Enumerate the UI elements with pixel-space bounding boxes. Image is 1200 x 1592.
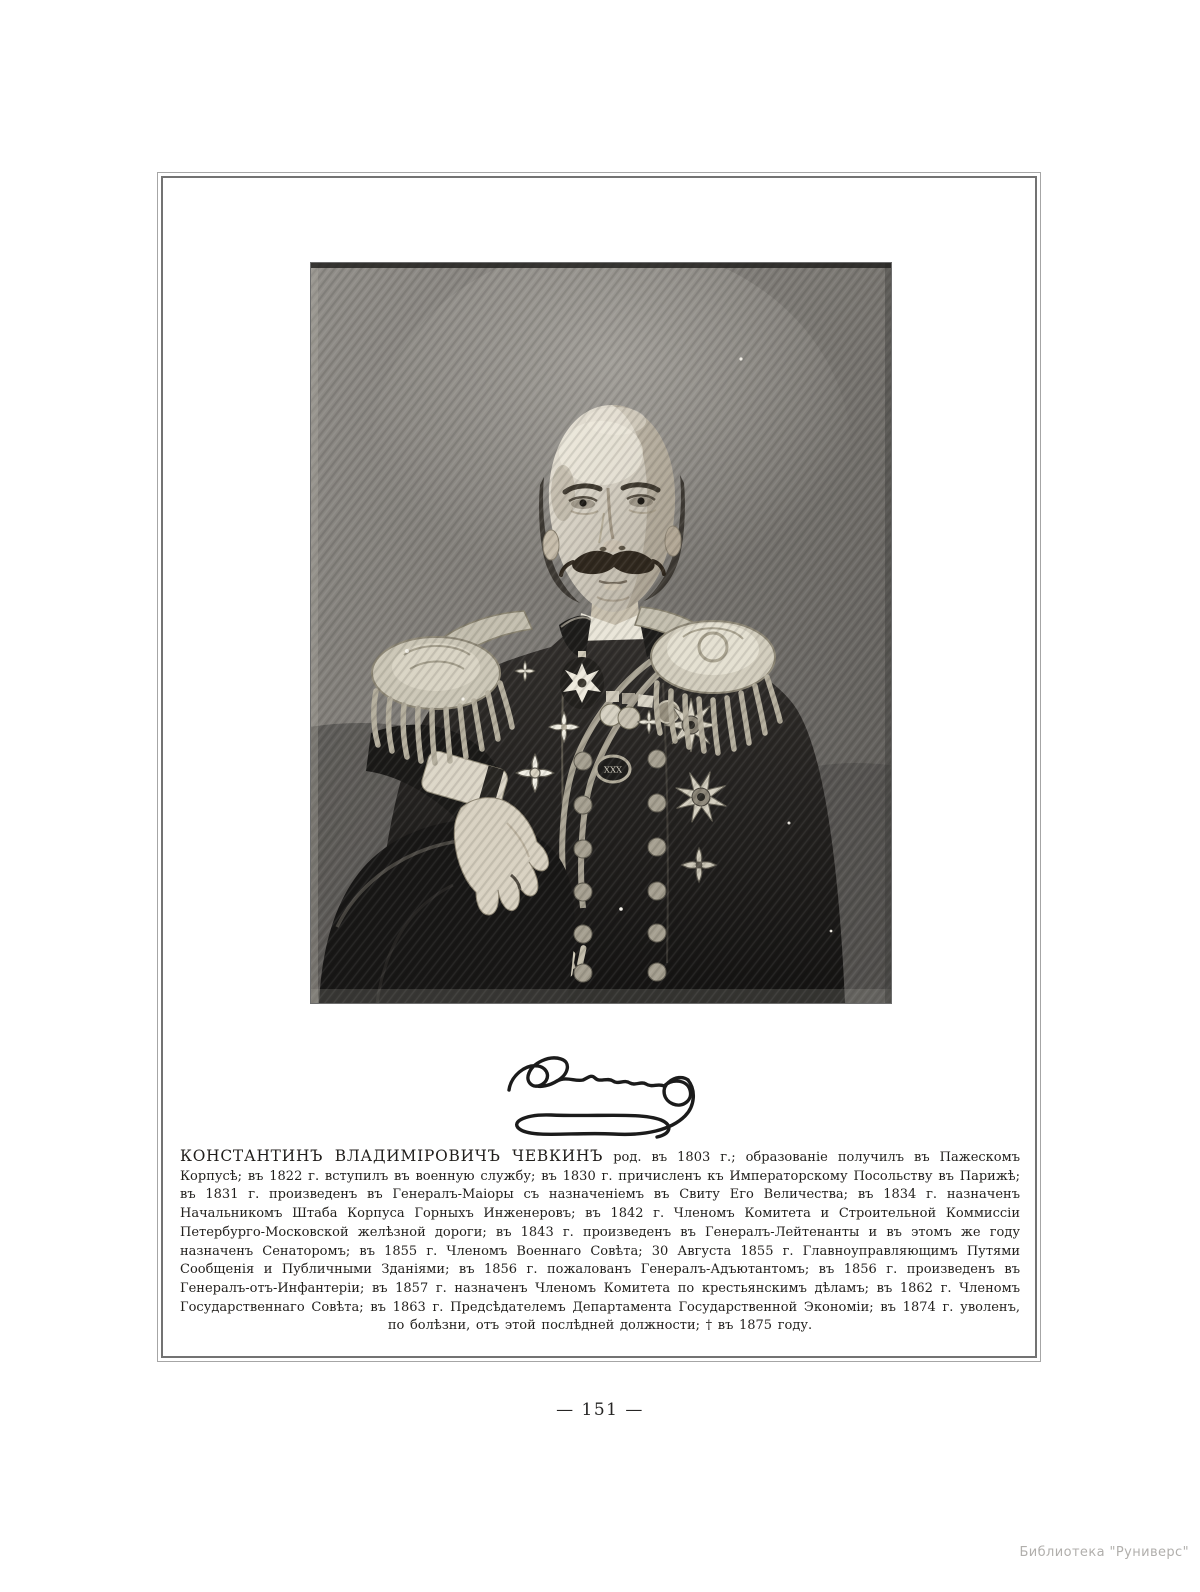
person-name: КОНСТАНТИНЪ ВЛАДИМІРОВИЧЪ ЧЕВКИНЪ — [180, 1147, 604, 1165]
biography-body: род. въ 1803 г.; образованіе получилъ въ Пажескомъ Корпусѣ; въ 1822 г. вступилъ въ военную службу; въ 1830 г. причисленъ къ Императорскому Посольству въ Парижѣ; въ 1831 г. произведенъ въ Генералъ-Маіоры съ назначеніемъ въ Свиту Его Величества; въ 1834 г. назначенъ Начальникомъ Штаба Корпуса Горныхъ Инженеровъ; въ 1842 г. Членомъ Комитета и Строительной Коммиссіи Петербурго-Московской желѣзной дороги; въ 1843 г. произведенъ въ Генералъ-Лейтенанты и въ этомъ же году назначенъ Сенаторомъ; въ 1855 г. Членомъ Военнаго Совѣта; 30 Августа 1855 г. Главноуправляющимъ Путями Сообщенія и Публичными Зданіями; въ 1856 г. пожалованъ Генералъ-Адъютантомъ; въ 1856 г. произведенъ въ Генералъ-отъ-Инфантеріи; въ 1857 г. назначенъ Членомъ Комитета по крестьянскимъ дѣламъ; въ 1862 г. Членомъ Государственнаго Совѣта; въ 1863 г. Предсѣдателемъ Департамента Государственной Экономіи; въ 1874 г. уволенъ, по болѣзни, отъ этой послѣдней должности; † въ 1875 году. — [180, 1150, 1021, 1334]
plate-frame — [157, 172, 1041, 1362]
portrait-photo — [310, 262, 892, 1004]
plate-frame-inner — [161, 176, 1037, 1358]
signature-flourish — [495, 1040, 700, 1140]
biography-text — [180, 1147, 1020, 1336]
library-watermark: Библиотека "Руниверс" — [1019, 1545, 1189, 1560]
page-number: — 151 — — [556, 1400, 644, 1420]
signature-autograph — [495, 1040, 700, 1140]
portrait-illustration — [311, 263, 891, 1003]
